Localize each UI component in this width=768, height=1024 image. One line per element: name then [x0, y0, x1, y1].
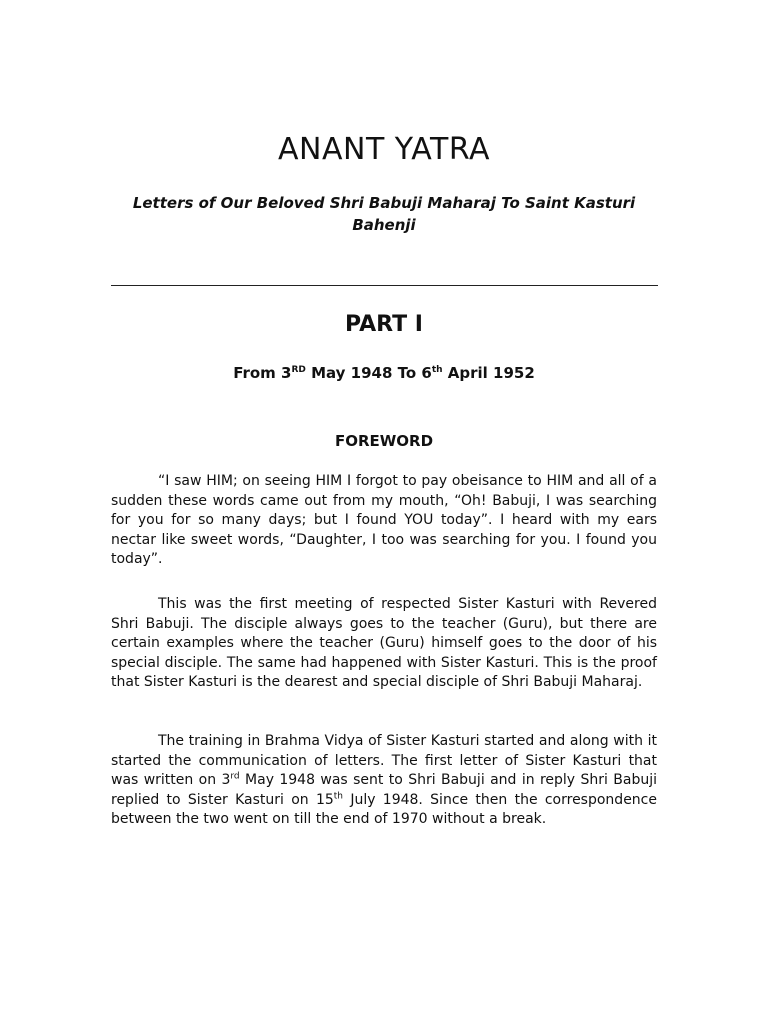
paragraph-3-text-c: July 1948. Since then the correspondence between the two went on till the end of 1970 without a break. — [111, 791, 657, 828]
paragraph-3-text-b: May 1948 was sent to Shri Babuji and in reply Shri Babuji replied to Sister Kasturi on 15 — [111, 772, 657, 808]
date-range — [0, 364, 768, 382]
paragraph-3-superscript-a: rd — [230, 771, 240, 782]
part-heading: PART I — [345, 312, 423, 337]
paragraph-3-text-a: The training in Brahma Vidya of Sister Kasturi started and along with it started the communication of letters. The first letter of Sister Kasturi that was written on 3 — [111, 733, 657, 789]
foreword-heading: FOREWORD — [334, 432, 434, 450]
date-end-text: April 1952 — [442, 364, 535, 382]
date-middle-text: May 1948 To 6 — [305, 364, 432, 382]
date-from-superscript: RD — [291, 365, 306, 375]
paragraph-3 — [111, 732, 657, 830]
paragraph-3-superscript-b: th — [333, 791, 344, 802]
date-from-text: From 3 — [233, 364, 292, 382]
paragraph-1: “I saw HIM; on seeing HIM I forgot to pay obeisance to HIM and all of a sudden these words came out from my mouth, “Oh! Babuji, I was searching for you for so many days; but I found YOU today”. I heard with my ears nectar like sweet words, “Daughter, I too was searching for you. I found you today”. — [111, 473, 657, 568]
paragraph-2: This was the first meeting of respected Sister Kasturi with Revered Shri Babuji. The disciple always goes to the teacher (Guru), but there are certain examples where the teacher (Guru) himself goes to the door of his special disciple. The same had happened with Sister Kasturi. This is the proof that Sister Kasturi is the dearest and special disciple of Shri Babuji Maharaj. — [111, 596, 657, 691]
document-subtitle: Letters of Our Beloved Shri Babuji Maharaj To Saint Kasturi Bahenji — [132, 194, 636, 234]
date-to-superscript: th — [431, 365, 443, 375]
horizontal-divider — [111, 285, 658, 286]
document-title: ANANT YATRA — [278, 132, 490, 167]
